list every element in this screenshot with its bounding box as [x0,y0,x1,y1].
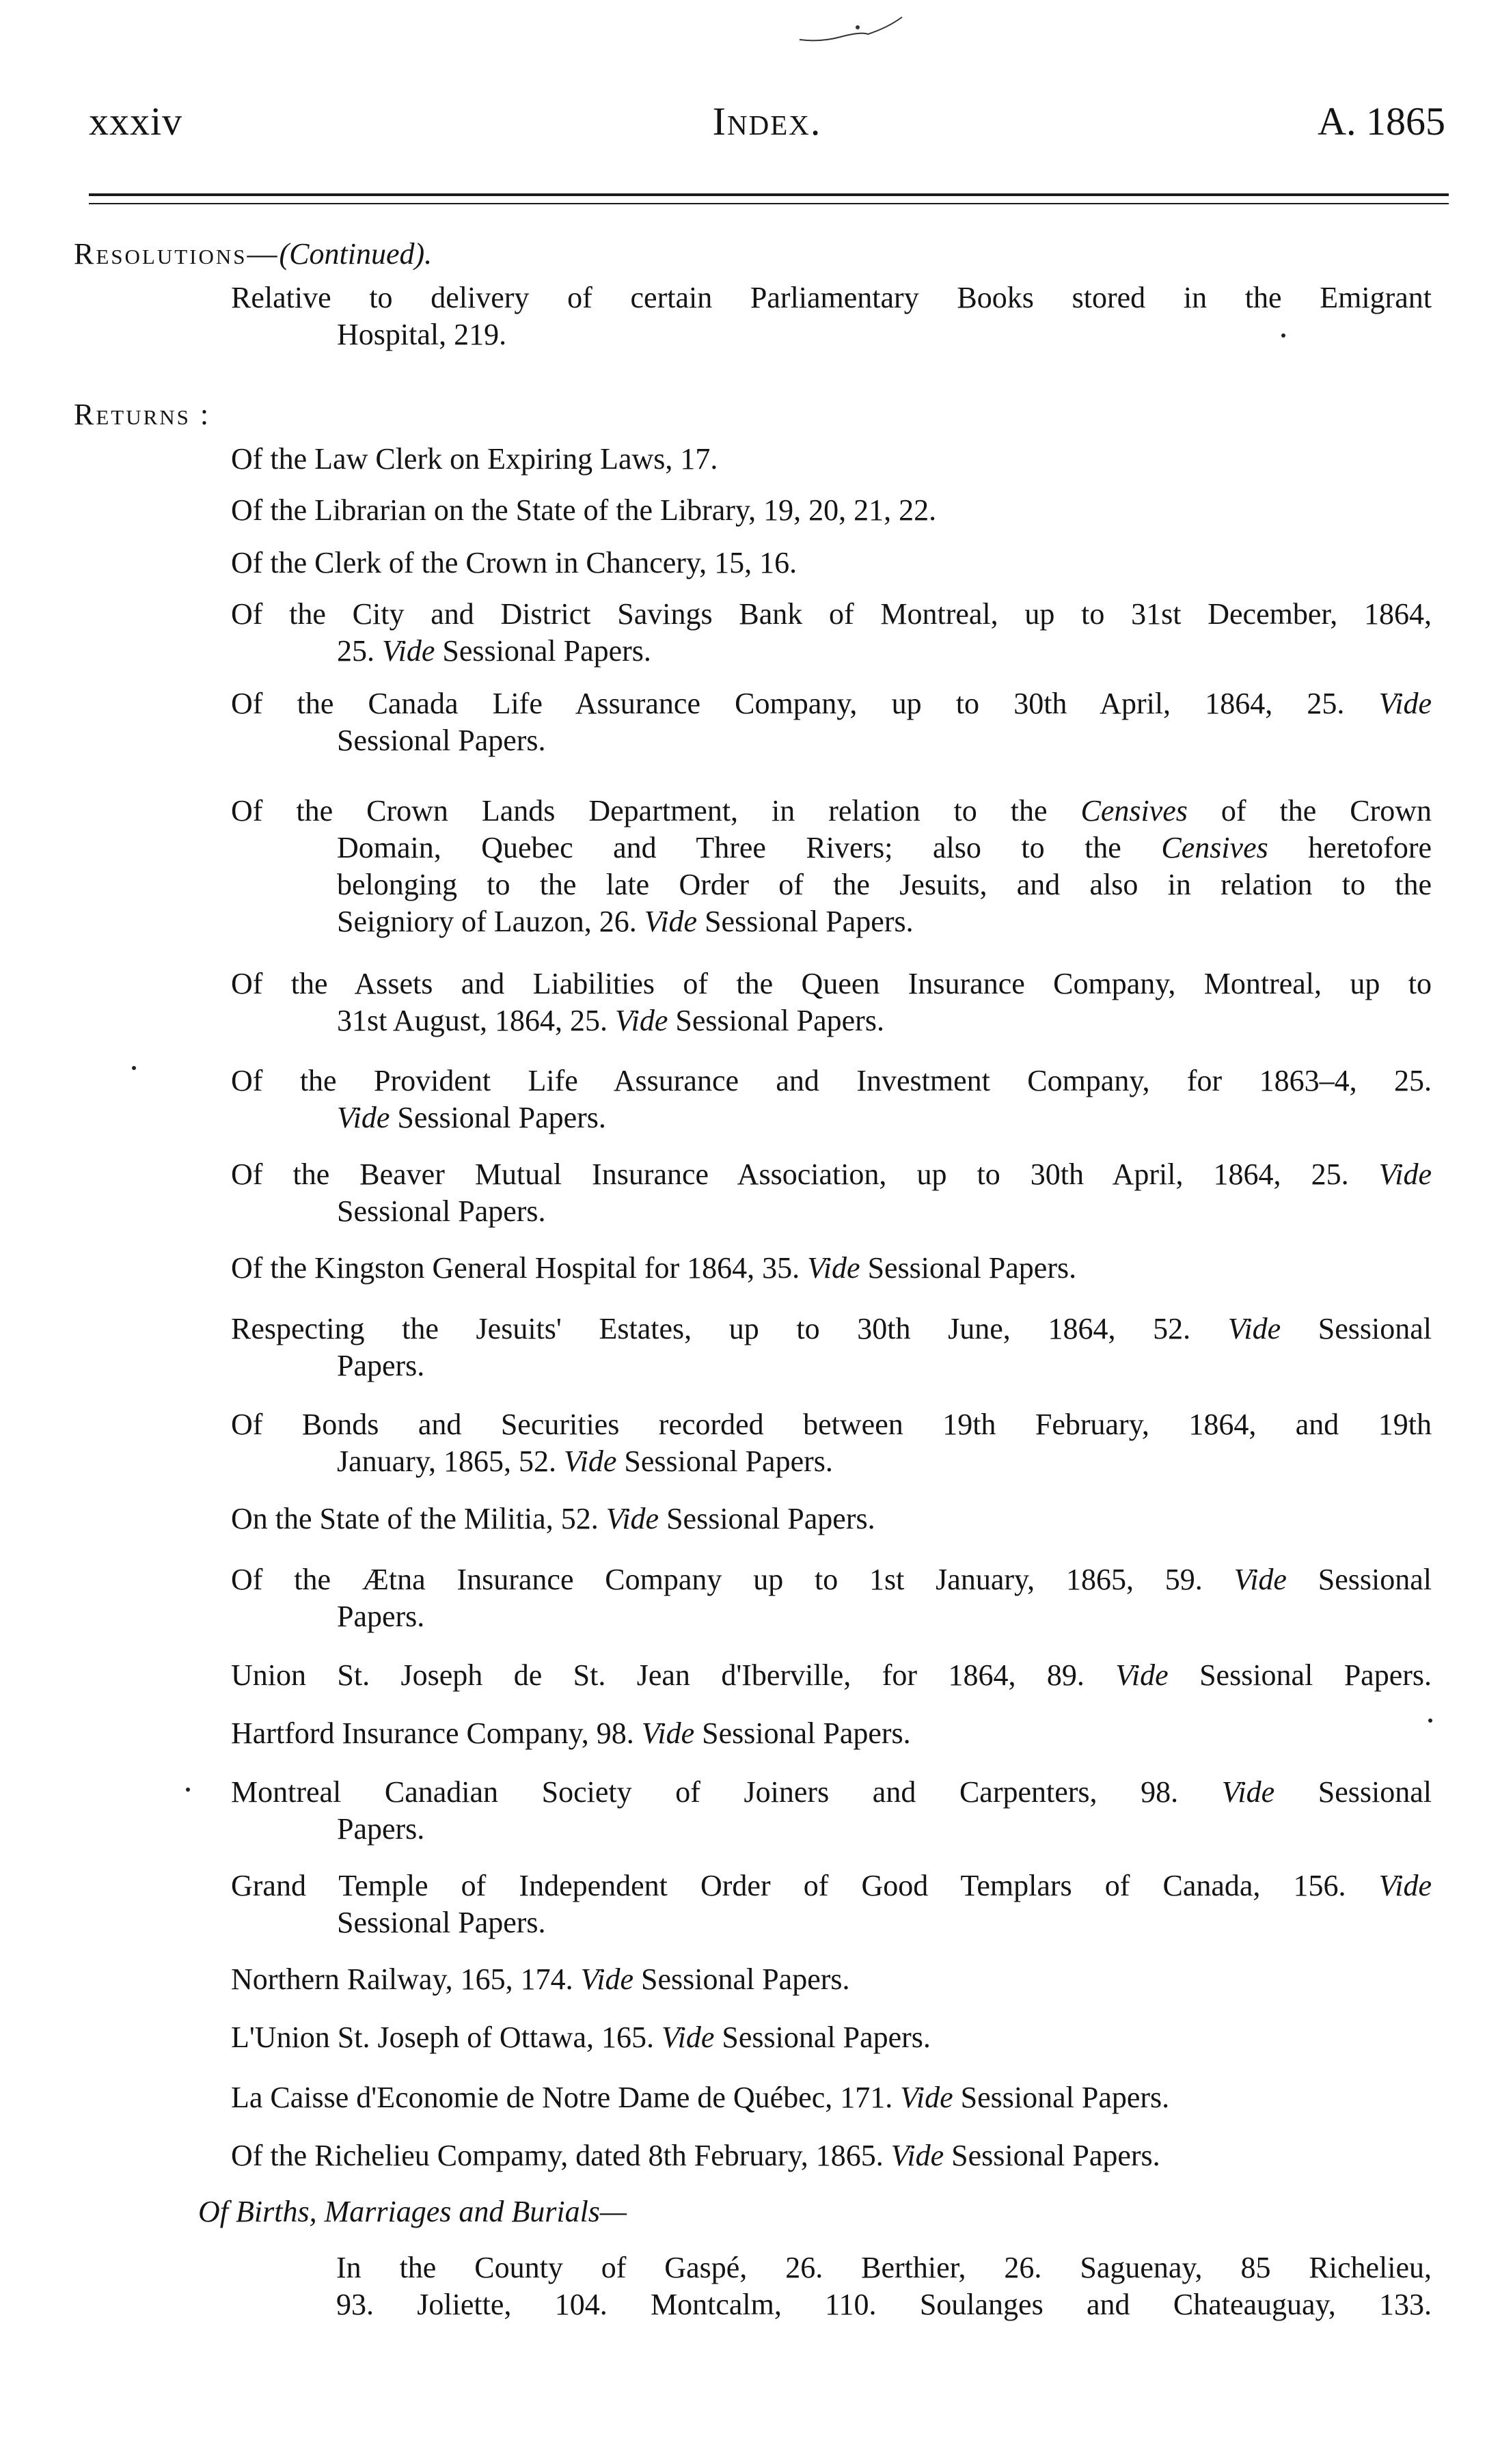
entry-text: Sessional Papers. [666,1502,875,1535]
entry-line: Of the Librarian on the State of the Library, 19, 20, 21, 22. [231,493,937,527]
censives-label: Censives [1080,794,1188,827]
page-title: Index. [712,99,822,143]
entry-text: Sessional Papers. [640,1962,850,1996]
entry-text: Sessional Papers. [951,2139,1160,2172]
return-entry [231,793,1432,940]
entry-text: Sessional [1318,1563,1432,1596]
entry-text: Domain, Quebec and Three Rivers; also to the [337,831,1121,864]
entry-text: heretofore [1308,831,1432,864]
entry-text: Respecting the Jesuits' Estates, up to 30th June, 1864, 52. [231,1312,1191,1345]
censives-label: Censives [1161,831,1268,864]
entry-text: Sessional Papers. [624,1445,833,1478]
entry-text: Sessional Papers. [442,634,651,668]
entry-line: Of the Clerk of the Crown in Chancery, 15, 16. [231,546,797,579]
resolutions-heading [74,236,432,273]
returns-heading: Returns : [74,398,211,431]
return-entry [231,1774,1432,1848]
return-entry [231,1657,1432,1694]
entry-text: 31st August, 1864, 25. [337,1004,608,1037]
entry-line: Relative to delivery of certain Parliamentary Books stored in the Emigrant [231,281,1432,314]
entry-text: Of the Beaver Mutual Insurance Association, up to 30th April, 1864, 25. [231,1158,1349,1191]
entry-line: Of Bonds and Securities recorded between 19th February, 1864, and 19th [231,1408,1432,1441]
vide-label: Vide [580,1962,633,1996]
return-entry [231,2019,1432,2056]
return-entry [231,1961,1432,1998]
entry-text: Of the Crown Lands Department, in relation to the [231,794,1048,827]
entry-line: Of the Provident Life Assurance and Investment Company, for 1863–4, 25. [231,1064,1432,1097]
entry-text: Sessional Papers. [960,2081,1170,2114]
entry-line: belonging to the late Order of the Jesuits, and also in relation to the [337,868,1432,901]
entry-line: Papers. [337,1349,425,1382]
speck-mark [1281,333,1285,338]
entry-text: Sessional Papers. [705,905,914,938]
vide-label: Vide [807,1251,860,1285]
speck-mark [132,1066,136,1070]
return-entry [231,545,1432,581]
entry-line: Sessional Papers. [337,1906,546,1939]
entry-text: Sessional Papers. [702,1716,911,1750]
entry-text: L'Union St. Joseph of Ottawa, 165. [231,2021,654,2054]
entry-text: Sessional Papers. [867,1251,1077,1285]
vide-label: Vide [1221,1775,1275,1809]
vide-label: Vide [1233,1563,1287,1596]
vide-label: Vide [337,1101,390,1134]
vide-label: Vide [1378,1869,1432,1902]
vide-label: Vide [605,1502,659,1535]
entry-line: 93. Joliette, 104. Montcalm, 110. Soulanges and Chateauguay, 133. [336,2288,1432,2321]
resolutions-heading-text: Resolutions— [74,237,279,271]
page-year: A. 1865 [1318,99,1445,143]
entry-text: Sessional Papers. [1199,1658,1432,1692]
births-entry [336,2249,1432,2323]
entry-text: Seigniory of Lauzon, 26. [337,905,637,938]
entry-text: On the State of the Militia, 52. [231,1502,599,1535]
return-entry [231,1561,1432,1635]
entry-text: Montreal Canadian Society of Joiners and Carpenters, 98. [231,1775,1179,1809]
entry-text: January, 1865, 52. [337,1445,556,1478]
return-entry [231,1715,1432,1752]
births-heading: Of Births, Marriages and Burials— [198,2195,627,2228]
entry-text: Union St. Joseph de St. Jean d'Iberville, for 1864, 89. [231,1658,1085,1692]
return-entry [231,596,1432,670]
return-entry [231,966,1432,1039]
header-rule-thick [89,193,1449,196]
return-entry [231,1311,1432,1384]
entry-line: Papers. [337,1600,425,1633]
vide-label: Vide [662,2021,715,2054]
entry-text: 25. [337,634,374,668]
entry-text: Sessional [1318,1312,1432,1345]
return-entry [231,2137,1432,2174]
ink-mark [793,14,909,48]
return-entry [231,441,1432,478]
vide-label: Vide [1378,1158,1432,1191]
entry-text: Sessional [1318,1775,1432,1809]
entry-line: Of the City and District Savings Bank of Montreal, up to 31st December, 1864, [231,597,1432,631]
entry-line: Of the Assets and Liabilities of the Queen Insurance Company, Montreal, up to [231,967,1432,1000]
return-entry [231,492,1432,529]
return-entry [231,1406,1432,1480]
entry-text: Of the Richelieu Compamy, dated 8th February, 1865. [231,2139,884,2172]
return-entry [231,1156,1432,1230]
entry-text: Of the Canada Life Assurance Company, up to 30th April, 1864, 25. [231,687,1345,720]
vide-label: Vide [1227,1312,1281,1345]
vide-label: Vide [644,905,698,938]
return-entry [231,1501,1432,1537]
vide-label: Vide [900,2081,953,2114]
entry-text: Sessional Papers. [397,1101,606,1134]
speck-mark [1428,1719,1432,1723]
vide-label: Vide [615,1004,668,1037]
entry-line: Papers. [337,1812,425,1846]
page-folio: xxxiv [89,99,183,143]
entry-text: Northern Railway, 165, 174. [231,1962,573,1996]
speck-mark [186,1788,190,1792]
return-entry [231,685,1432,759]
resolution-entry [231,279,1432,353]
entry-text: La Caisse d'Economie de Notre Dame de Québec, 171. [231,2081,893,2114]
entry-text: Hartford Insurance Company, 98. [231,1716,634,1750]
entry-text: Sessional Papers. [675,1004,884,1037]
entry-line: Sessional Papers. [337,1194,546,1228]
vide-label: Vide [1115,1658,1169,1692]
vide-label: Vide [563,1445,617,1478]
entry-text: Grand Temple of Independent Order of Good Templars of Canada, 156. [231,1869,1346,1902]
entry-line: Of the Law Clerk on Expiring Laws, 17. [231,442,718,476]
entry-text: of the Crown [1221,794,1432,827]
entry-line: Hospital, 219. [337,318,507,351]
return-entry [231,1867,1432,1941]
entry-text: Of the Ætna Insurance Company up to 1st January, 1865, 59. [231,1563,1203,1596]
entry-line: In the County of Gaspé, 26. Berthier, 26. Saguenay, 85 Richelieu, [336,2251,1432,2284]
vide-label: Vide [1378,687,1432,720]
vide-label: Vide [641,1716,695,1750]
entry-line: Sessional Papers. [337,724,546,757]
entry-text: Sessional Papers. [722,2021,931,2054]
vide-label: Vide [382,634,435,668]
return-entry [231,1063,1432,1136]
header-rule-thin [89,203,1449,204]
return-entry [231,1250,1432,1287]
vide-label: Vide [890,2139,944,2172]
continued-label: (Continued). [279,237,433,271]
return-entry [231,2079,1432,2116]
page-header [89,82,1445,150]
entry-text: Of the Kingston General Hospital for 1864, 35. [231,1251,800,1285]
